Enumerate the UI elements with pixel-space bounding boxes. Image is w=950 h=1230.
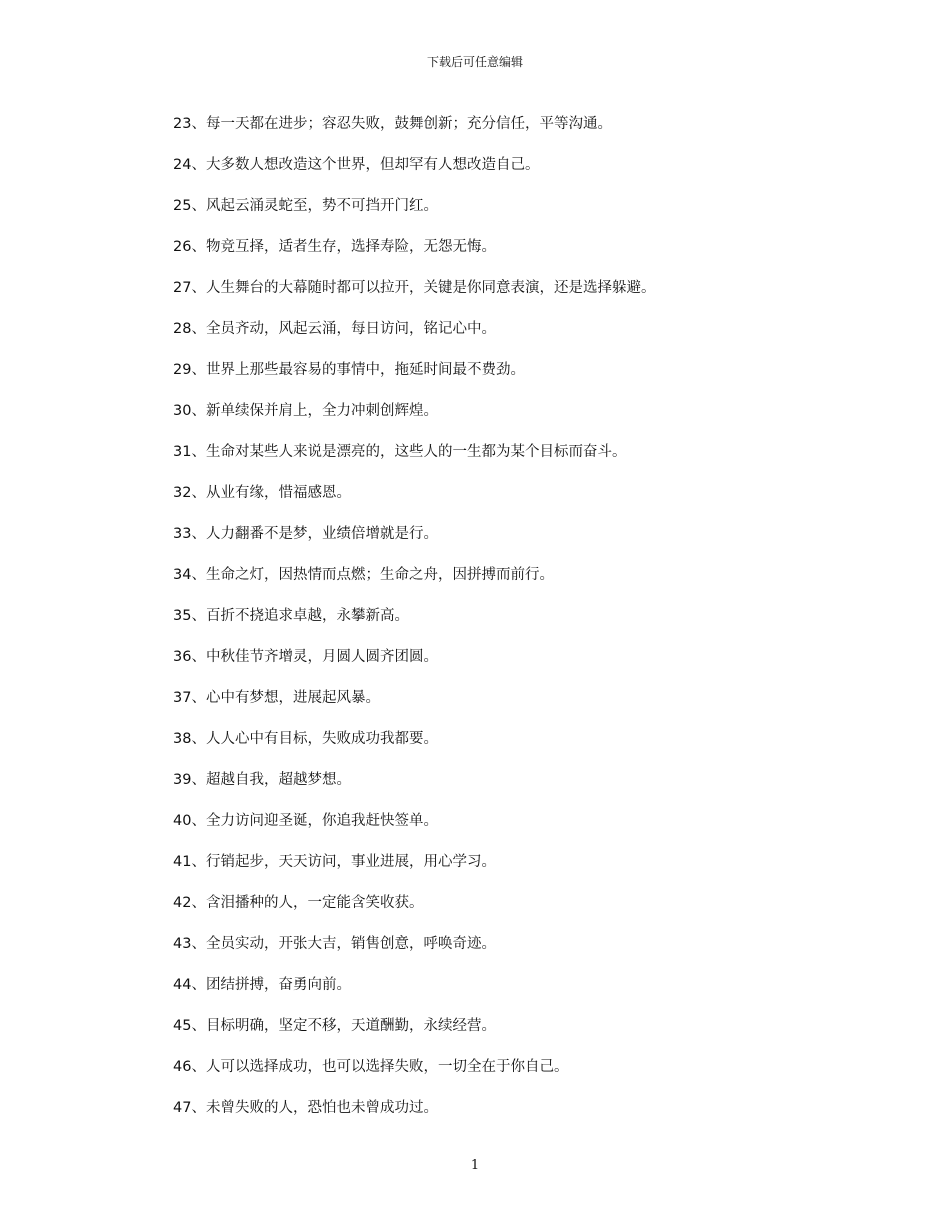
slogan-line: 47、未曾失败的人，恐怕也未曾成功过。 <box>173 1100 438 1116</box>
slogan-line: 29、世界上那些最容易的事情中，拖延时间最不费劲。 <box>173 362 525 378</box>
slogan-line: 44、团结拼搏，奋勇向前。 <box>173 977 351 993</box>
slogan-line: 24、大多数人想改造这个世界，但却罕有人想改造自己。 <box>173 157 540 173</box>
slogan-line: 45、目标明确，坚定不移，天道酬勤，永续经营。 <box>173 1018 496 1034</box>
slogan-line: 23、每一天都在进步；容忍失败，鼓舞创新；充分信任，平等沟通。 <box>173 116 612 132</box>
slogan-line: 25、风起云涌灵蛇至，势不可挡开门红。 <box>173 198 438 214</box>
page-number: 1 <box>470 1158 480 1173</box>
slogan-line: 26、物竞互择，适者生存，选择寿险，无怨无悔。 <box>173 239 496 255</box>
slogan-line: 34、生命之灯，因热情而点燃；生命之舟，因拼搏而前行。 <box>173 567 554 583</box>
slogan-line: 40、全力访问迎圣诞，你追我赶快签单。 <box>173 813 438 829</box>
slogan-line: 41、行销起步，天天访问，事业进展，用心学习。 <box>173 854 496 870</box>
slogan-line: 39、超越自我，超越梦想。 <box>173 772 351 788</box>
slogan-line: 37、心中有梦想，进展起风暴。 <box>173 690 380 706</box>
slogan-line: 38、人人心中有目标，失败成功我都要。 <box>173 731 438 747</box>
page-header: 下载后可任意编辑 <box>426 55 523 69</box>
slogan-line: 31、生命对某些人来说是漂亮的，这些人的一生都为某个目标而奋斗。 <box>173 444 627 460</box>
slogan-line: 27、人生舞台的大幕随时都可以拉开，关键是你同意表演，还是选择躲避。 <box>173 280 656 296</box>
slogan-line: 30、新单续保并肩上，全力冲刺创辉煌。 <box>173 403 438 419</box>
slogan-line: 36、中秋佳节齐增灵，月圆人圆齐团圆。 <box>173 649 438 665</box>
slogan-line: 42、含泪播种的人，一定能含笑收获。 <box>173 895 424 911</box>
slogan-line: 32、从业有缘，惜福感恩。 <box>173 485 351 501</box>
slogan-line: 28、全员齐动，风起云涌，每日访问，铭记心中。 <box>173 321 496 337</box>
slogan-line: 33、人力翻番不是梦，业绩倍增就是行。 <box>173 526 438 542</box>
slogan-list <box>173 114 893 1139</box>
slogan-line: 35、百折不挠追求卓越，永攀新高。 <box>173 608 409 624</box>
slogan-line: 43、全员实动，开张大吉，销售创意，呼唤奇迹。 <box>173 936 496 952</box>
slogan-line: 46、人可以选择成功，也可以选择失败，一切全在于你自己。 <box>173 1059 569 1075</box>
